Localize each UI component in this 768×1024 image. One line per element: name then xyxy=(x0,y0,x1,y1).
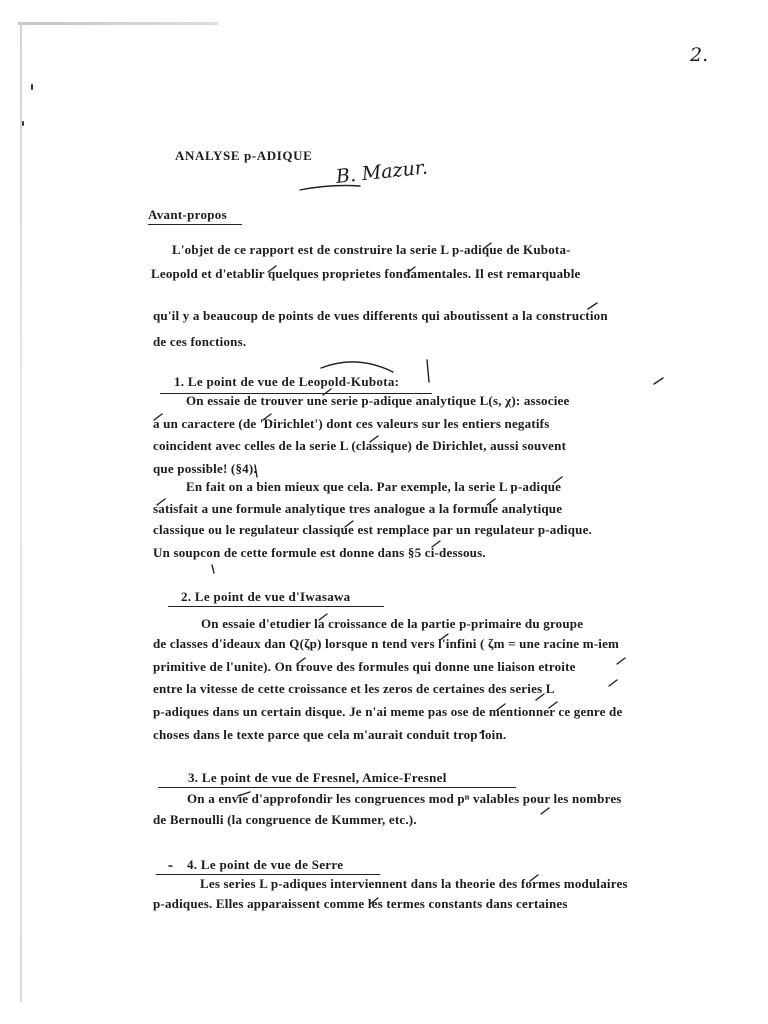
paragraph-line: classique ou le regulateur classique est remplace par un regulateur p-adique. xyxy=(153,522,592,537)
paragraph-line: En fait on a bien mieux que cela. Par exemple, la serie L p-adique xyxy=(186,479,562,494)
heading-underline xyxy=(156,874,380,875)
page-title: ANALYSE p-ADIQUE xyxy=(175,148,313,163)
paragraph-line: primitive de l'unite). On trouve des formules qui donne une liaison etroite xyxy=(153,659,576,674)
paragraph-line: entre la vitesse de cette croissance et les zeros de certaines des series L xyxy=(153,681,555,696)
section-2-heading: 2. Le point de vue d'Iwasawa xyxy=(181,589,351,604)
scan-speck xyxy=(31,84,33,90)
page-number: 2. xyxy=(690,44,709,66)
paragraph-line: a un caractere (de 'Dirichlet') dont ces valeurs sur les entiers negatifs xyxy=(153,416,550,431)
paragraph-line: de Bernoulli (la congruence de Kummer, etc.). xyxy=(153,812,417,827)
paragraph-line: de ces fonctions. xyxy=(153,334,247,349)
heading-underline xyxy=(168,606,384,607)
scan-edge-top xyxy=(18,22,218,25)
paragraph-line: satisfait a une formule analytique tres analogue a la formule analytique xyxy=(153,501,563,516)
paragraph-line: choses dans le texte parce que cela m'aurait conduit trop loin. xyxy=(153,727,507,742)
section-1-heading: 1. Le point de vue de Leopold-Kubota: xyxy=(174,374,400,389)
paragraph-line: p-adiques. Elles apparaissent comme les termes constants dans certaines xyxy=(153,896,568,911)
paragraph-line: On a envie d'approfondir les congruences mod pⁿ valables pour les nombres xyxy=(187,791,622,806)
paragraph-line: Les series L p-adiques interviennent dans la theorie des formes modulaires xyxy=(200,876,628,891)
foreword-heading: Avant-propos xyxy=(148,207,227,222)
author-signature: B. Mazur. xyxy=(334,156,429,188)
paragraph-line: Leopold et d'etablir quelques proprietes fondamentales. Il est remarquable xyxy=(151,266,581,281)
paragraph-line: L'objet de ce rapport est de construire la serie L p-adique de Kubota- xyxy=(172,242,571,257)
heading-underline xyxy=(148,224,242,225)
paragraph-line: de classes d'ideaux dan Q(ζp) lorsque n tend vers l'infini ( ζm = une racine m-iem xyxy=(153,636,620,651)
section-4-heading: 4. Le point de vue de Serre xyxy=(187,857,344,872)
paragraph-line: Un soupcon de cette formule est donne dans §5 ci-dessous. xyxy=(153,545,486,560)
paragraph-line: que possible! (§4). xyxy=(153,461,257,476)
paragraph-line: On essaie d'etudier la croissance de la partie p-primaire du groupe xyxy=(201,616,584,631)
paragraph-line: qu'il y a beaucoup de points de vues differents qui aboutissent a la construction xyxy=(153,308,608,323)
heading-underline xyxy=(158,787,516,788)
section-3-heading: 3. Le point de vue de Fresnel, Amice-Fresnel xyxy=(188,770,447,785)
paragraph-line: coincident avec celles de la serie L (classique) de Dirichlet, aussi souvent xyxy=(153,438,567,453)
scan-speck xyxy=(22,121,24,126)
paragraph-line: p-adiques dans un certain disque. Je n'ai meme pas ose de mentionner ce genre de xyxy=(153,704,623,719)
paragraph-line: On essaie de trouver une serie p-adique analytique L(s, χ): associee xyxy=(186,393,570,408)
scan-edge-left xyxy=(20,22,22,1002)
